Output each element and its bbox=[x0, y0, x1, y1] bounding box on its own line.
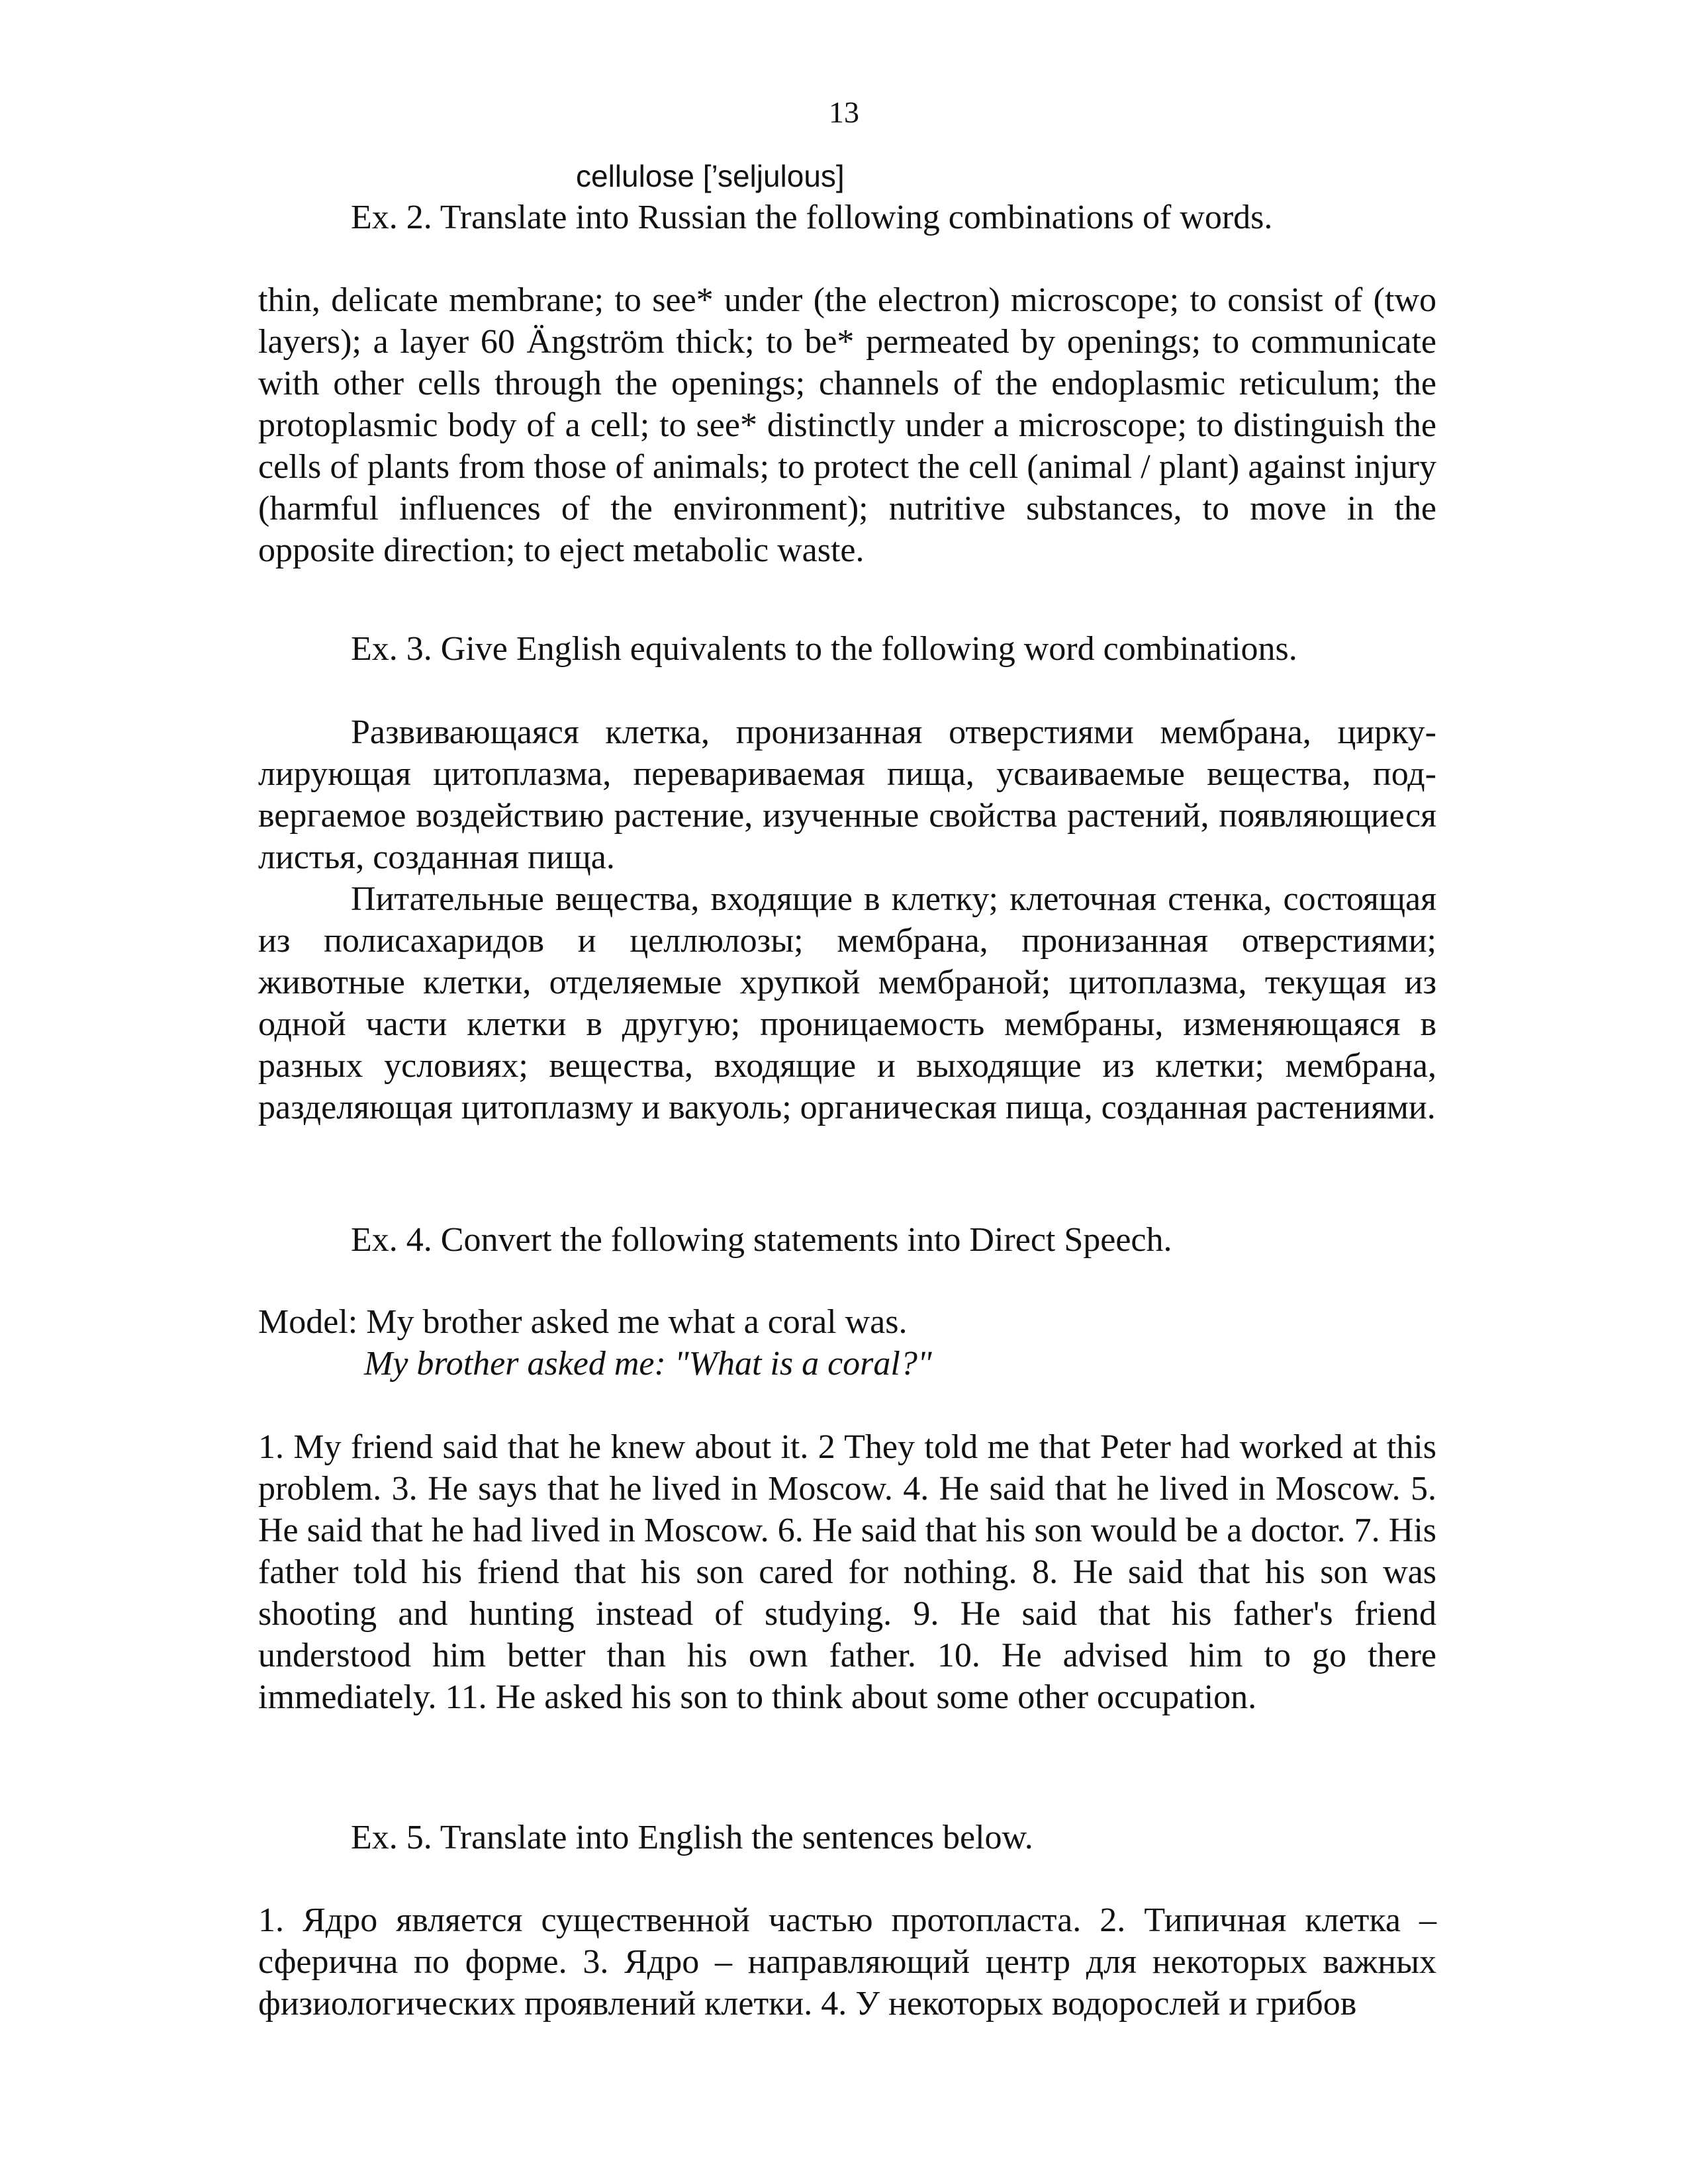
vocabulary-transcription: cellulose [’seljulous] bbox=[576, 159, 845, 193]
exercise-5-heading: Ex. 5. Translate into English the sentences below. bbox=[351, 1819, 1033, 1856]
exercise-3-paragraph-2: Питательные вещества, входящие в клетку; клеточная стенка, состоящая из полисахаридов и целлюлозы; мембрана, пронизанная отверстиями; животные клетки, отделяемые хрупкой мембраной; цитоплазма, текущая из одной части клетки в другую; проницаемость мембраны, изменяющаяся в разных условиях; вещества, входящие и выходящие из клетки; мембрана, разделяющая цитоплазму и вакуоль; органическая пища, созданная растениями. bbox=[258, 880, 1436, 1126]
exercise-4-model-line: Model: My brother asked me what a coral was. bbox=[258, 1303, 908, 1341]
exercise-5-body: 1. Ядро является существенной частью протопласта. 2. Типичная клетка – сферична по форме. 3. Ядро – направляющий центр для некоторых важных физиологических проявлений клетки. 4. У некоторых водорослей и грибов bbox=[258, 1901, 1436, 2023]
exercise-3-content bbox=[258, 711, 1436, 1128]
exercise-4-body: 1. My friend said that he knew about it. 2 They told me that Peter had worked at this problem. 3. He says that he lived in Moscow. 4. He said that he lived in Moscow. 5. He said that he had lived in Moscow. 6. He said that his son would be a doctor. 7. His father told his friend that his son cared for nothing. 8. He said that his son was shooting and hunting instead of studying. 9. He said that his father's friend understood him better than his own father. 10. He advised him to go there immediately. 11. He asked his son to think about some other occupation. bbox=[258, 1428, 1436, 1716]
page-number: 13 bbox=[829, 95, 859, 129]
exercise-2-heading: Ex. 2. Translate into Russian the following combinations of words. bbox=[351, 199, 1273, 236]
exercise-3-paragraph-1: Развивающаяся клетка, пронизанная отверстиями мембрана, циркулирующая цитоплазма, перевариваемая пища, усваиваемые вещества, подвергаемое воздействию растение, изученные свойства растений, появляющиеся листья, созданная пища. bbox=[258, 713, 1436, 876]
exercise-3-heading: Ex. 3. Give English equivalents to the following word combinations. bbox=[351, 630, 1297, 668]
exercise-4-heading: Ex. 4. Convert the following statements into Direct Speech. bbox=[351, 1221, 1172, 1259]
exercise-4-model-example: My brother asked me: "What is a coral?" bbox=[364, 1345, 932, 1383]
exercise-2-body: thin, delicate membrane; to see* under (the electron) microscope; to consist of (two layers); a layer 60 Ängström thick; to be* permeated by openings; to communicate with other cells through the openings; channels of the endoplasmic reticulum; the protoplasmic body of a cell; to see* distinctly under a microscope; to distinguish the cells of plants from those of animals; to protect the cell (animal / plant) against injury (harmful influences of the environment); nutritive substances, to move in the opposite direction; to eject metabolic waste. bbox=[258, 281, 1436, 569]
